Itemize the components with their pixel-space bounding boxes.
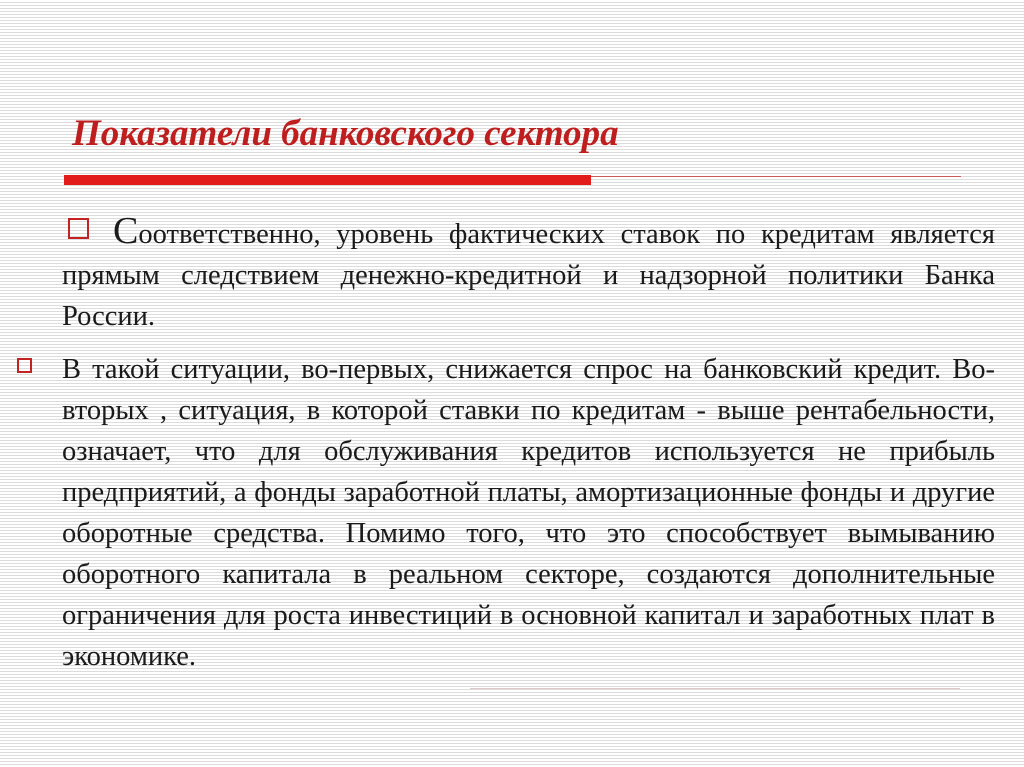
slide-title: Показатели банковского сектора: [72, 113, 619, 154]
paragraph-1-text: оответственно, уровень фактических ставок по кредитам является прямым следствием денежно-кредитной и надзорной политики Банка России.: [62, 219, 995, 332]
paragraph-1-drop-letter: С: [113, 210, 139, 252]
title-underline-thin: [591, 176, 961, 177]
paragraph-1: [62, 210, 995, 337]
title-underline-thick: [64, 175, 591, 185]
bottom-divider: [470, 688, 960, 689]
bullet-square-icon: [17, 358, 32, 373]
paragraph-2: В такой ситуации, во-первых, снижается спрос на банковский кредит. Во-вторых , ситуация, в которой ставки по кредитам - выше рентабельности, означает, что для обслуживания кредитов используется не прибыль предприятий, а фонды заработной платы, амортизационные фонды и другие оборотные средства. Помимо того, что это способствует вымыванию оборотного капитала в реальном секторе, создаются дополнительные ограничения для роста инвестиций в основной капитал и заработных плат в экономике.: [62, 354, 995, 672]
